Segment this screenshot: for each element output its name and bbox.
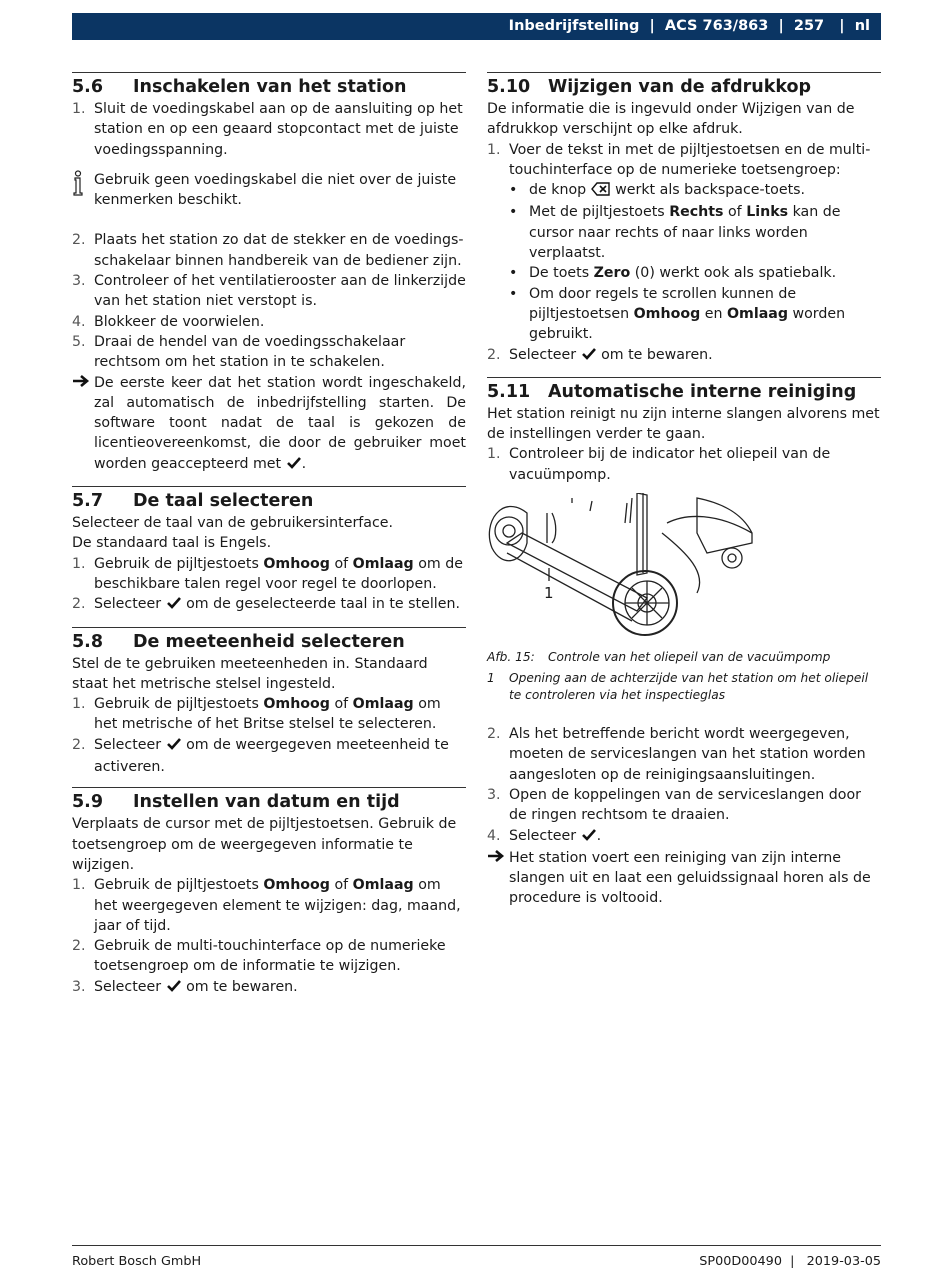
section-heading: 5.11 Automatische interne reiniging xyxy=(487,381,857,402)
figure-legend: 1 Opening aan de achterzijde van het station om het oliepeil te controleren via het inspectieglas xyxy=(487,671,869,703)
header-chapter: Inbedrijfstelling xyxy=(508,18,640,35)
section-5-7 xyxy=(72,486,466,616)
header-page-number: 257 xyxy=(793,18,825,35)
info-note: Gebruik geen voedingskabel die niet over de juiste kenmerken beschikt. xyxy=(72,170,466,211)
list-item: 1. Controleer bij de indicator het oliepeil van de vacuümpomp. xyxy=(487,446,831,483)
section-heading: 5.9 Instellen van datum en tijd xyxy=(72,792,400,813)
list-item: 2. Selecteer om de geselecteerde taal in te stellen. xyxy=(72,594,466,616)
list-item: 5. Draai de hendel van de voedingsschakelaar rechtsom om het station in te schakelen. xyxy=(72,333,406,371)
result-item: Het station voert een reiniging van zijn interne slangen uit en laat een geluidssignaal horen als de procedure is voltooid. xyxy=(487,848,881,909)
header-product: ACS 763/863 xyxy=(664,18,769,35)
list-item: 2. Selecteer om de weergegeven meeteenheid te activeren. xyxy=(72,736,449,776)
list-item: 1. Sluit de voedingskabel aan op de aansluiting op het station en op een geaard stopcontact met de juiste voedingsspanning. xyxy=(72,101,463,158)
list-item: 2. Gebruik de multi-touchinterface op de numerieke toetsengroep om de informatie te wijzigen. xyxy=(72,938,446,975)
backspace-icon xyxy=(591,182,611,202)
footer-date: 2019-03-05 xyxy=(806,1254,881,1269)
paragraph: De informatie die is ingevuld onder Wijzigen van de afdrukkop verschijnt op elke afdruk. xyxy=(487,101,855,138)
info-icon xyxy=(72,170,94,211)
figure-caption: Afb. 15: Controle van het oliepeil van de vacuümpomp xyxy=(487,650,831,665)
section-5-8 xyxy=(72,627,466,778)
list-item: 4. Blokkeer de voorwielen. xyxy=(72,313,265,330)
bullet-item: • Met de pijltjestoets Rechts of Links kan de cursor naar rechts of naar links worden verplaatst. xyxy=(509,204,841,262)
arrow-right-icon xyxy=(72,373,94,476)
paragraph: De standaard taal is Engels. xyxy=(72,535,272,552)
list-item: 2. Als het betreffende bericht wordt weergegeven, moeten de serviceslangen van het station worden aangesloten op de reinigingsaansluitingen. xyxy=(487,726,866,783)
section-heading: 5.6 Inschakelen van het station xyxy=(72,77,407,97)
result-item: De eerste keer dat het station wordt ingeschakeld, zal automatisch de inbedrijfstelling starten. De software toont nadat de taal is gekozen de licentieovereenkomst, die door de gebruiker moet worden geaccepteerd met . xyxy=(72,373,466,476)
paragraph: Het station reinigt nu zijn interne slangen alvorens met de instellingen verder te gaan. xyxy=(487,405,880,443)
paragraph: Selecteer de taal van de gebruikersinterface. xyxy=(72,515,394,532)
right-column xyxy=(487,72,881,919)
paragraph: Verplaats de cursor met de pijltjestoetsen. Gebruik de toetsengroep om de weergegeven informatie te wijzigen. xyxy=(72,816,457,873)
section-5-11 xyxy=(487,377,881,909)
section-heading: 5.8 De meeteenheid selecteren xyxy=(72,631,405,652)
bullet-item: • de knop werkt als backspace-toets. xyxy=(487,180,881,202)
left-column xyxy=(72,72,466,1009)
footer-doc-info: SP00D00490 | 2019-03-05 xyxy=(699,1254,881,1269)
list-item: 2. Selecteer om te bewaren. xyxy=(487,345,881,367)
list-item: 1. Gebruik de pijltjestoets Omhoog of Omlaag om het metrische of het Britse stelsel te selecteren. xyxy=(72,696,441,733)
list-item: 1. Gebruik de pijltjestoets Omhoog of Omlaag om het weergegeven element te wijzigen: dag, maand, jaar of tijd. xyxy=(72,877,461,934)
list-item: 3. Controleer of het ventilatierooster aan de linkerzijde van het station niet verstopt is. xyxy=(72,273,466,310)
bullet-item: • De toets Zero (0) werkt ook als spatiebalk. xyxy=(509,265,837,282)
list-item: 3. Open de koppelingen van de serviceslangen door de ringen rechtsom te draaien. xyxy=(487,786,861,824)
footer-doc-number: SP00D00490 xyxy=(699,1254,782,1269)
checkmark-icon xyxy=(581,828,597,848)
footer-divider xyxy=(72,1245,881,1246)
page-header: Inbedrijfstelling | ACS 763/863 | 257 | nl xyxy=(72,13,881,40)
section-5-6 xyxy=(72,72,466,476)
list-item: 1. Voer de tekst in met de pijltjestoetsen en de multi-touchinterface op de numerieke toetsengroep: xyxy=(487,141,871,178)
list-item: 2. Plaats het station zo dat de stekker en de voedings-schakelaar binnen handbereik van de bediener zijn. xyxy=(72,232,464,269)
checkmark-icon xyxy=(166,596,182,616)
header-language: nl xyxy=(854,18,870,35)
list-item: 3. Selecteer om te bewaren. xyxy=(72,977,466,999)
section-heading: 5.10 Wijzigen van de afdrukkop xyxy=(487,77,812,97)
figure-callout-number: 1 xyxy=(544,584,554,603)
station-wheel-figure xyxy=(487,493,757,643)
section-heading: 5.7 De taal selecteren xyxy=(72,491,314,512)
list-item: 4. Selecteer . xyxy=(487,826,881,848)
bullet-item: • Om door regels te scrollen kunnen de pijltjestoetsen Omhoog en Omlaag worden gebruikt. xyxy=(509,285,846,343)
checkmark-icon xyxy=(166,737,182,757)
section-5-9 xyxy=(72,787,466,999)
footer-company: Robert Bosch GmbH xyxy=(72,1254,202,1269)
section-5-10 xyxy=(487,72,881,367)
checkmark-icon xyxy=(166,979,182,999)
paragraph: Stel de te gebruiken meeteenheden in. Standaard staat het metrische stelsel ingesteld. xyxy=(72,655,428,692)
checkmark-icon xyxy=(286,456,302,476)
list-item: 1. Gebruik de pijltjestoets Omhoog of Omlaag om de beschikbare talen regel voor regel te doorlopen. xyxy=(72,555,463,592)
arrow-right-icon xyxy=(487,848,509,909)
station-illustration xyxy=(487,493,757,643)
checkmark-icon xyxy=(581,347,597,367)
